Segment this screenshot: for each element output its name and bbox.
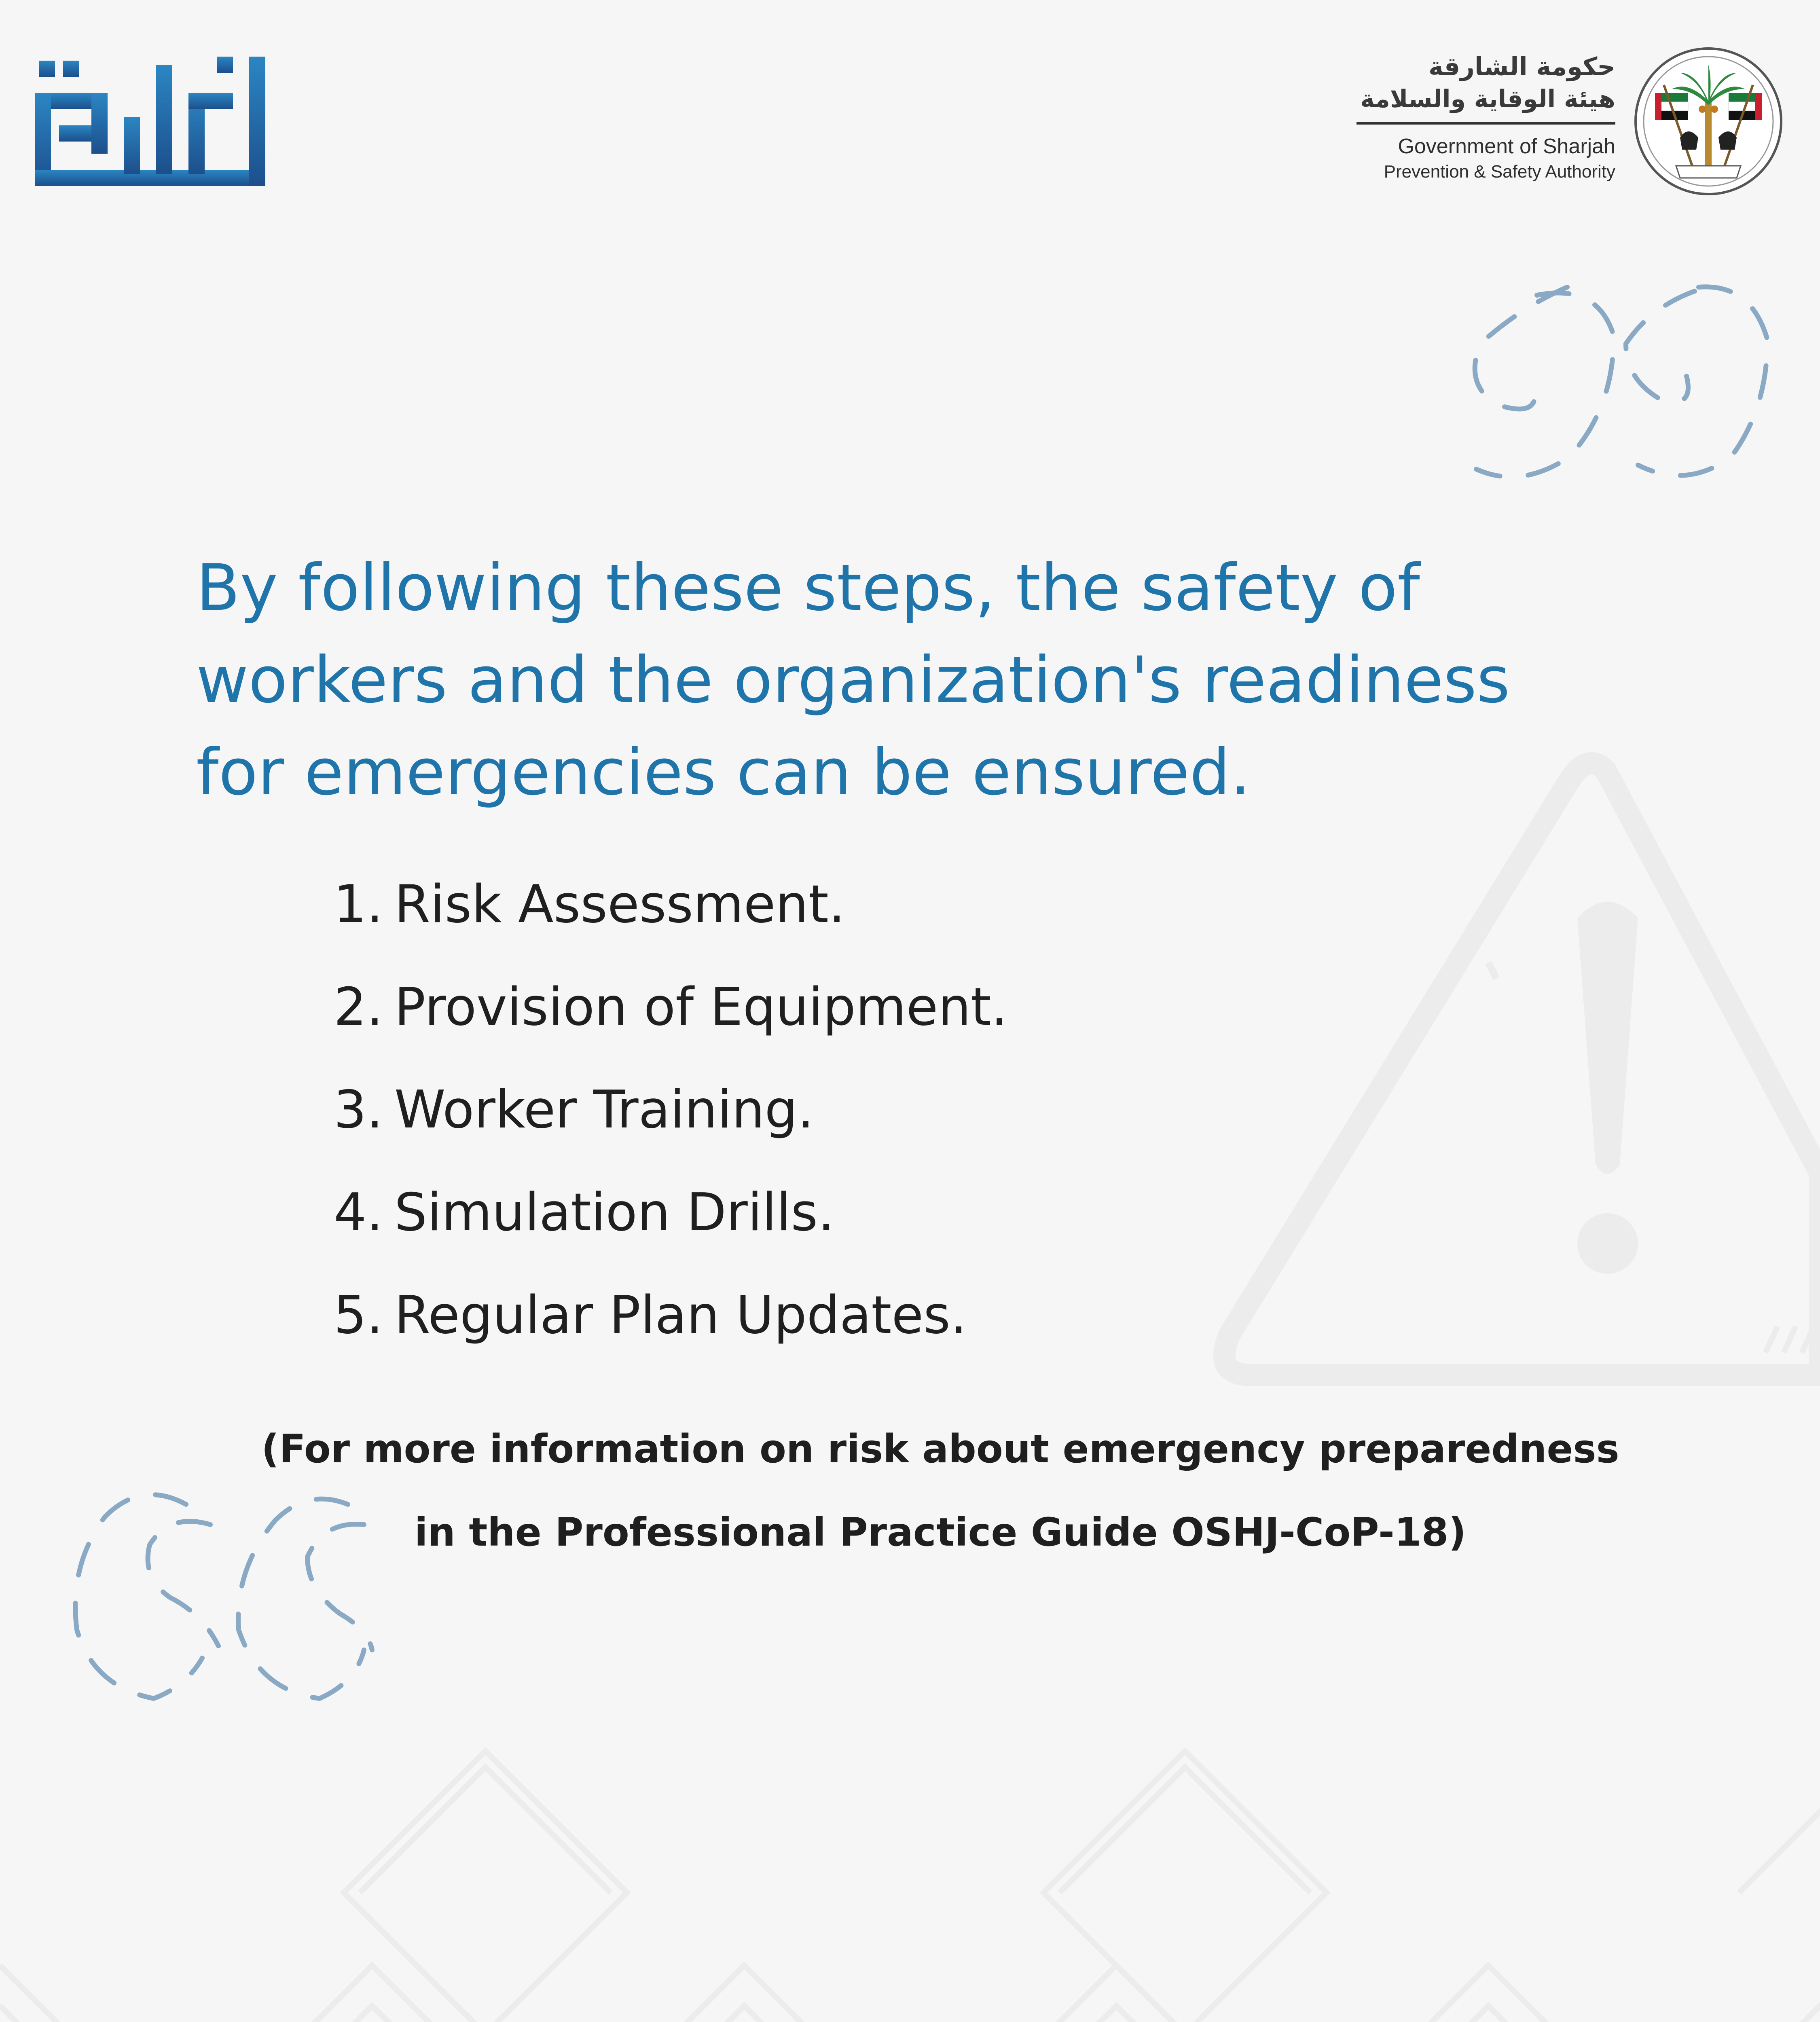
- warning-triangle-icon: [1224, 763, 1820, 1375]
- reference-note-line-2: in the Professional Practice Guide OSHJ-CoP-18): [414, 1510, 1467, 1555]
- step-number: 4.: [334, 1182, 383, 1243]
- reference-note: [0, 1407, 1820, 1574]
- warning-hatch: [1765, 1326, 1814, 1353]
- warning-exclamation: [1577, 902, 1638, 1274]
- step-label: Provision of Equipment.: [394, 977, 1008, 1037]
- step-number: 2.: [334, 977, 383, 1037]
- chevron-pattern: [0, 1751, 1820, 2022]
- headline-line-2: workers and the organization's readiness: [196, 643, 1510, 717]
- headline: [196, 542, 1652, 819]
- dashed-swirl-icon: [1475, 287, 1767, 477]
- sharjah-emblem-icon: [1632, 44, 1785, 198]
- list-item: [334, 956, 1007, 1059]
- step-label: Worker Training.: [394, 1080, 814, 1140]
- gov-english-subtitle: Prevention & Safety Authority: [1384, 162, 1615, 182]
- list-item: [334, 1161, 1007, 1264]
- step-number: 5.: [334, 1285, 383, 1345]
- gov-english-title: Government of Sharjah: [1398, 135, 1615, 158]
- gov-sharjah-block: [1300, 44, 1785, 206]
- step-number: 1.: [334, 874, 383, 935]
- step-label: Risk Assessment.: [394, 874, 845, 935]
- step-label: Regular Plan Updates.: [394, 1285, 967, 1345]
- list-item: [334, 1059, 1007, 1161]
- reference-note-line-1: (For more information on risk about emergency preparedness: [261, 1426, 1619, 1472]
- list-item: [334, 1264, 1007, 1367]
- gov-divider: [1357, 122, 1615, 125]
- headline-line-3: for emergencies can be ensured.: [196, 735, 1251, 810]
- headline-line-1: By following these steps, the safety of: [196, 551, 1420, 625]
- gov-arabic-subtitle: هيئة الوقاية والسلامة: [1360, 85, 1615, 113]
- list-item: [334, 853, 1007, 956]
- step-label: Simulation Drills.: [394, 1182, 834, 1243]
- gov-arabic-title: حكومة الشارقة: [1428, 52, 1615, 81]
- sharqa-logo: [35, 57, 265, 192]
- steps-list: [334, 853, 1007, 1367]
- step-number: 3.: [334, 1080, 383, 1140]
